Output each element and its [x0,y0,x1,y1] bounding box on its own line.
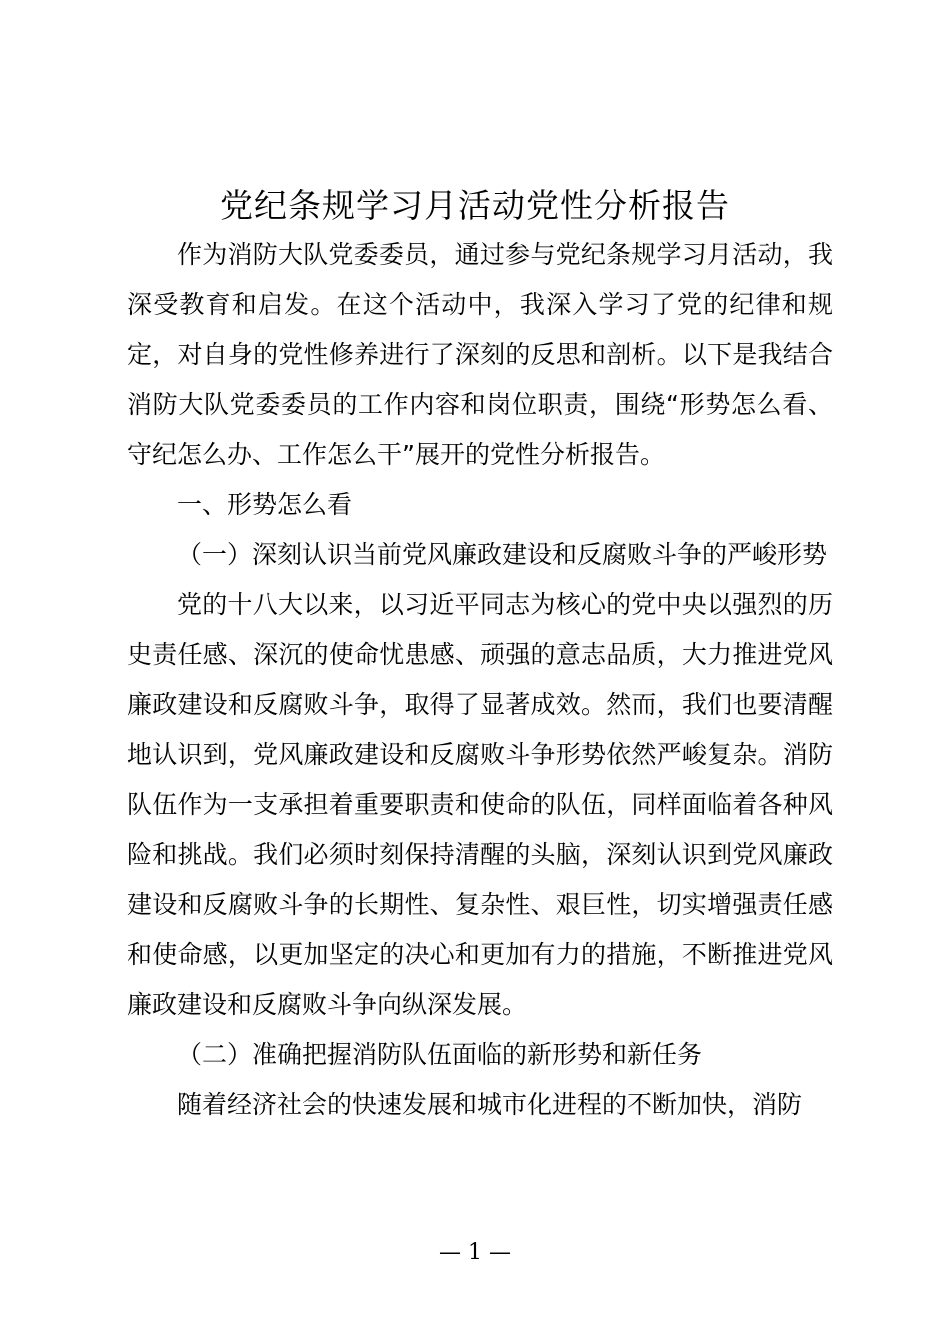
page-number: — 1 — [439,1240,511,1265]
body-paragraph-continued: 随着经济社会的快速发展和城市化进程的不断加快，消防 [177,1090,803,1119]
body-paragraph: 党的十八大以来，以习近平同志为核心的党中央以强烈的历史责任感、深沉的使命忧患感、顽强的意志品质，大力推进党风廉政建设和反腐败斗争，取得了显著成效。然而，我们也要清醒地认识到，党风廉政建设和反腐败斗争形势依然严峻复杂。消防队伍作为一支承担着重要职责和使命的队伍，同样面临着各种风险和挑战。我们必须时刻保持清醒的头脑，深刻认识到党风廉政建设和反腐败斗争的长期性、复杂性、艰巨性，切实增强责任感和使命感，以更加坚定的决心和更加有力的措施，不断推进党风廉政建设和反腐败斗争向纵深发展。 [127,590,833,1019]
subsection-heading-2: （二）准确把握消防队伍面临的新形势和新任务 [177,1040,703,1069]
intro-paragraph: 作为消防大队党委委员，通过参与党纪条规学习月活动，我深受教育和启发。在这个活动中，我深入学习了党的纪律和规定，对自身的党性修养进行了深刻的反思和剖析。以下是我结合消防大队党委委员的工作内容和岗位职责，围绕“形势怎么看、守纪怎么办、工作怎么干”展开的党性分析报告。 [127,240,833,469]
document-body [127,230,833,1130]
section-heading-1: 一、形势怎么看 [177,490,353,519]
document-title: 党纪条规学习月活动党性分析报告 [220,186,730,225]
subsection-heading-1: （一）深刻认识当前党风廉政建设和反腐败斗争的严峻形势 [177,540,828,569]
